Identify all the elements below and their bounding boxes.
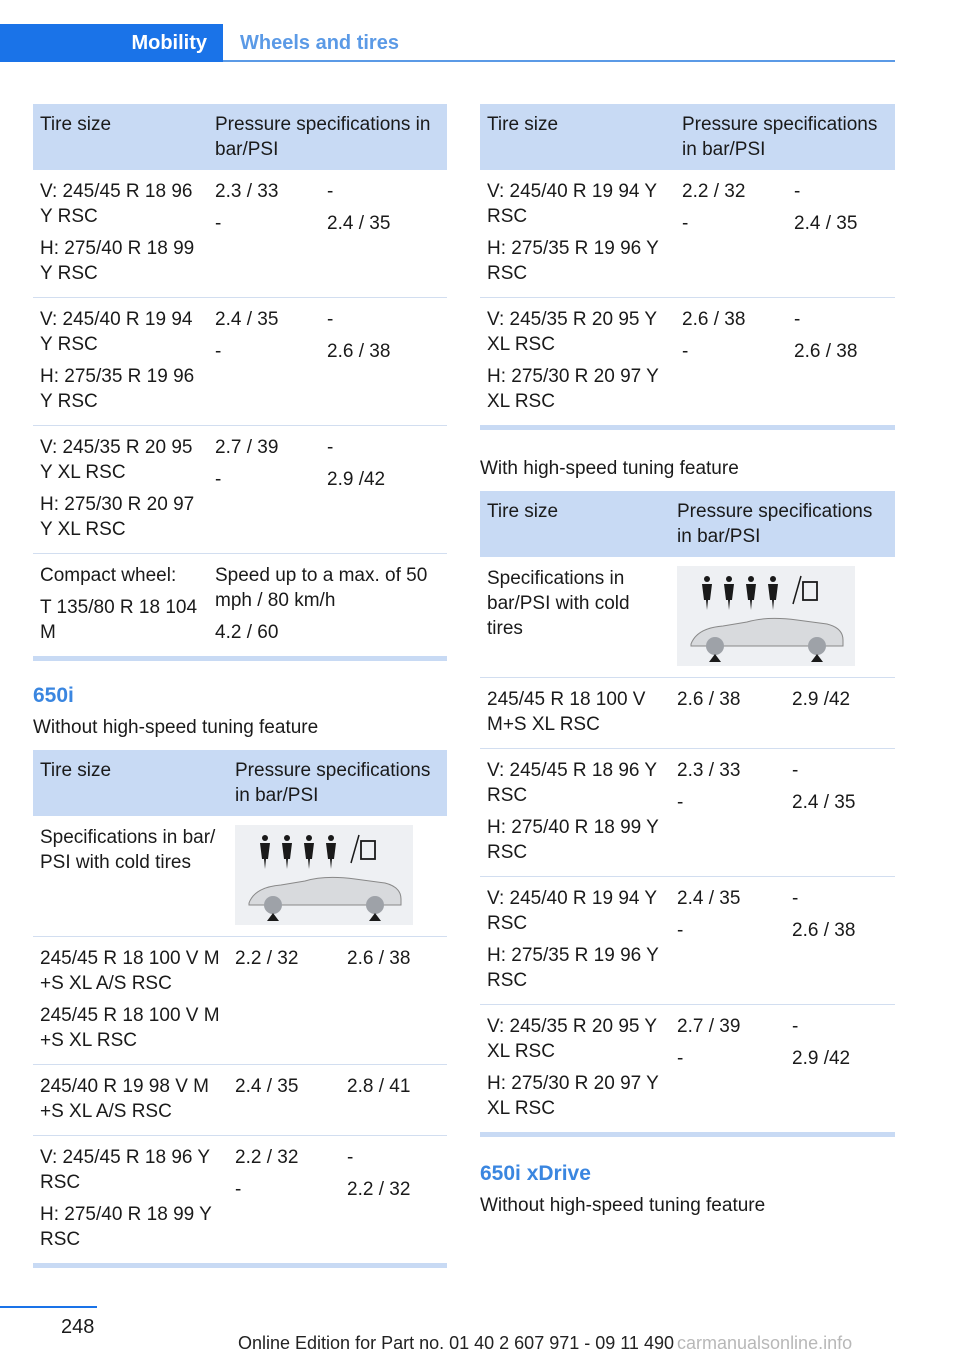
cell-tire-size: 245/45 R 18 100 V M +S XL A/S RSC 245/45 R 18 100 V M +S XL RSC — [33, 937, 228, 1065]
cell-pressure: 2.6 / 38 — [340, 937, 447, 1065]
table-row-spec-icons — [33, 816, 447, 937]
cell-pressure: 2.4 / 35 — [228, 1065, 340, 1136]
cell-pressure: 2.8 / 41 — [340, 1065, 447, 1136]
cell-pressure: - 2.9 /42 — [320, 426, 447, 554]
edition-footer: Online Edition for Part no. 01 40 2 607 971 - 09 11 490 — [238, 1333, 674, 1353]
right-column — [480, 104, 895, 1228]
left-column — [33, 104, 447, 1268]
cell-pressure: 2.6 / 38 - — [682, 309, 746, 362]
cell-pressure: 2.7 / 39 - — [208, 426, 320, 554]
header-chapter-tab: Wheels and tires — [240, 32, 399, 54]
load-condition-icon — [677, 566, 855, 666]
cell-tire-size: Compact wheel: T 135/80 R 18 104 M — [40, 565, 198, 643]
cell-pressure: - 2.6 / 38 — [785, 877, 895, 1005]
cell-pressure: 2.7 / 39 - — [677, 1016, 741, 1069]
header-rule — [223, 60, 895, 62]
cell-pressure: 2.9 /42 — [785, 678, 895, 749]
cell-pressure: - 2.9 /42 — [792, 1016, 851, 1069]
header-pressure: Pressure specifications in bar/PSI — [208, 104, 447, 170]
table-row-compact-wheel — [33, 554, 447, 657]
table-row — [33, 298, 447, 426]
cell-tire-size: V: 245/35 R 20 95 Y XL RSC H: 275/30 R 20 97 Y XL RSC — [487, 309, 659, 412]
load-condition-icon — [235, 825, 413, 925]
cell-spec-label: Specifications in bar/PSI with cold tires — [480, 557, 670, 678]
caption-no-high-speed: Without high-speed tuning feature — [480, 1195, 766, 1216]
header-tire-size: Tire size — [480, 104, 675, 170]
header-pressure: Pressure specifications in bar/PSI — [675, 104, 895, 170]
table-header-row — [33, 104, 447, 170]
table-row — [33, 426, 447, 554]
header-tire-size: Tire size — [33, 104, 208, 170]
table-row — [33, 937, 447, 1065]
table-end-rule — [33, 1263, 447, 1268]
table-row — [480, 1005, 895, 1133]
table-row — [480, 749, 895, 877]
table-row — [33, 1065, 447, 1136]
table-row — [480, 877, 895, 1005]
page-header — [0, 24, 895, 62]
page-number: 248 — [61, 1316, 95, 1338]
cell-pressure: 2.2 / 32 - — [675, 170, 787, 298]
header-section-tab: Mobility — [0, 24, 223, 62]
cell-load-icon — [228, 816, 447, 937]
section-title-650i: 650i — [33, 684, 74, 707]
cell-tire-size: V: 245/45 R 18 96 Y RSC H: 275/40 R 18 99 Y RSC — [40, 1147, 212, 1250]
cell-pressure: 2.2 / 32 — [228, 937, 340, 1065]
cell-tire-size: V: 245/45 R 18 96 Y RSC H: 275/40 R 18 99 Y RSC — [480, 749, 670, 877]
table-row — [480, 170, 895, 298]
cell-pressure: - 2.4 / 35 — [785, 749, 895, 877]
table-header-row — [480, 491, 895, 557]
page-number-rule — [0, 1306, 97, 1308]
table-header-row — [33, 750, 447, 816]
cell-tire-size: V: 245/40 R 19 94 Y RSC H: 275/35 R 19 96 Y RSC — [480, 877, 670, 1005]
header-tire-size: Tire size — [33, 750, 228, 816]
section-title-650i-xdrive: 650i xDrive — [480, 1162, 591, 1185]
cell-tire-size: V: 245/45 R 18 96 Y RSC H: 275/40 R 18 99 Y RSC — [33, 170, 208, 298]
pressure-table-high-speed — [480, 491, 895, 1132]
cell-pressure: 2.2 / 32 - — [235, 1147, 299, 1200]
cell-pressure: - 2.6 / 38 — [320, 298, 447, 426]
table-header-row — [480, 104, 895, 170]
pressure-table-650i — [33, 750, 447, 1263]
cell-pressure: - 2.4 / 35 — [320, 170, 447, 298]
cell-pressure: - 2.6 / 38 — [794, 309, 858, 362]
caption-no-high-speed: Without high-speed tuning feature — [33, 717, 319, 738]
cell-tire-size: V: 245/35 R 20 95 Y XL RSC H: 275/30 R 20 97 Y XL RSC — [487, 1016, 659, 1119]
header-tire-size: Tire size — [480, 491, 670, 557]
cell-pressure: - 2.4 / 35 — [787, 170, 895, 298]
table-row — [480, 298, 895, 426]
cell-tire-size: V: 245/40 R 19 94 Y RSC H: 275/35 R 19 96 Y RSC — [33, 298, 208, 426]
cell-tire-size: 245/45 R 18 100 V M+S XL RSC — [480, 678, 670, 749]
pressure-table-right-top — [480, 104, 895, 425]
header-pressure: Pressure specifications in bar/PSI — [228, 750, 447, 816]
caption-high-speed: With high-speed tuning feature — [480, 458, 739, 479]
cell-pressure: 2.3 / 33 - — [208, 170, 320, 298]
cell-tire-size: V: 245/40 R 19 94 Y RSC H: 275/35 R 19 96 Y RSC — [480, 170, 675, 298]
cell-tire-size: V: 245/35 R 20 95 Y XL RSC H: 275/30 R 20 97 Y XL RSC — [33, 426, 208, 554]
cell-pressure: Speed up to a max. of 50 mph / 80 km/h 4.2 / 60 — [215, 565, 428, 643]
cell-pressure: 2.4 / 35 - — [208, 298, 320, 426]
cell-pressure: 2.4 / 35 - — [670, 877, 785, 1005]
cell-spec-label: Specifications in bar/ PSI with cold tires — [33, 816, 228, 937]
cell-tire-size: 245/40 R 19 98 V M +S XL A/S RSC — [33, 1065, 228, 1136]
table-row-spec-icons — [480, 557, 895, 678]
cell-pressure: 2.3 / 33 - — [670, 749, 785, 877]
table-row — [480, 678, 895, 749]
cell-pressure: - 2.2 / 32 — [347, 1147, 411, 1200]
cell-load-icon — [670, 557, 895, 678]
table-row — [33, 1136, 447, 1264]
cell-pressure: 2.6 / 38 — [670, 678, 785, 749]
pressure-table-left-top — [33, 104, 447, 656]
table-row — [33, 170, 447, 298]
watermark: carmanualsonline.info — [677, 1333, 853, 1353]
header-pressure: Pressure specifications in bar/PSI — [670, 491, 895, 557]
